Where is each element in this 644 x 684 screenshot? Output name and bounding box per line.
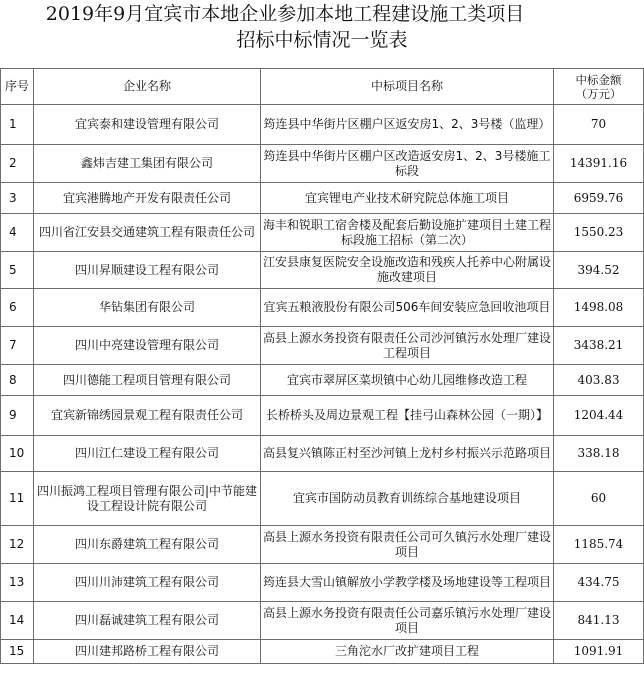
cell-company: 四川德能工程项目管理有限公司 [34, 365, 261, 396]
cell-seq: 12 [1, 526, 34, 564]
cell-project: 筠连县大雪山镇解放小学教学楼及场地建设等工程项目 [261, 564, 554, 602]
cell-project: 长桥桥头及周边景观工程【挂弓山森林公园（一期）】 [261, 396, 554, 436]
cell-seq: 1 [1, 105, 34, 145]
cell-project: 三角沱水厂改扩建项目工程 [261, 640, 554, 664]
header-company: 企业名称 [34, 69, 261, 105]
cell-project: 宜宾市国防动员教育训练综合基地建设项目 [261, 472, 554, 526]
table-row [1, 214, 644, 252]
header-seq: 序号 [1, 69, 34, 105]
cell-amount: 338.18 [554, 436, 644, 472]
page-title [0, 0, 644, 68]
cell-project: 高县复兴镇陈正村至沙河镇上龙村乡村振兴示范路项目 [261, 436, 554, 472]
cell-company: 四川中亮建设管理有限公司 [34, 327, 261, 365]
cell-amount: 14391.16 [554, 145, 644, 183]
cell-company: 宜宾新锦绣园景观工程有限责任公司 [34, 396, 261, 436]
cell-company: 四川省江安县交通建筑工程有限责任公司 [34, 214, 261, 252]
cell-seq: 11 [1, 472, 34, 526]
table-row [1, 145, 644, 183]
title-line-1: 2019年9月宜宾市本地企业参加本地工程建设施工类项目 [45, 3, 525, 25]
cell-amount: 1498.08 [554, 289, 644, 327]
cell-project: 海丰和锐职工宿舍楼及配套后勤设施扩建项目土建工程 标段施工招标（第二次） [261, 214, 554, 252]
cell-amount: 841.13 [554, 602, 644, 640]
cell-seq: 3 [1, 183, 34, 214]
header-amount-line1: 中标金额 [575, 72, 622, 87]
table-row [1, 602, 644, 640]
table-row [1, 396, 644, 436]
cell-project: 高县上源水务投资有限责任公司嘉乐镇污水处理厂建设项目 [261, 602, 554, 640]
table-row [1, 252, 644, 289]
table-row [1, 436, 644, 472]
cell-project: 高县上源水务投资有限责任公司可久镇污水处理厂建设项目 [261, 526, 554, 564]
header-project: 中标项目名称 [261, 69, 554, 105]
cell-amount: 1550.23 [554, 214, 644, 252]
table-row [1, 640, 644, 664]
table-row [1, 183, 644, 214]
cell-seq: 8 [1, 365, 34, 396]
cell-seq: 13 [1, 564, 34, 602]
cell-company: 四川川沛建筑工程有限公司 [34, 564, 261, 602]
cell-amount: 3438.21 [554, 327, 644, 365]
cell-seq: 6 [1, 289, 34, 327]
cell-seq: 5 [1, 252, 34, 289]
cell-project: 筠连县中华街片区棚户区改造返安房1、2、3号楼施工标段 [261, 145, 554, 183]
table-row [1, 105, 644, 145]
cell-amount: 6959.76 [554, 183, 644, 214]
table-row [1, 327, 644, 365]
cell-amount: 1185.74 [554, 526, 644, 564]
title-line-2: 招标中标情况一览表 [236, 29, 408, 51]
cell-amount: 394.52 [554, 252, 644, 289]
cell-seq: 10 [1, 436, 34, 472]
cell-project: 宜宾锂电产业技术研究院总体施工项目 [261, 183, 554, 214]
cell-seq: 2 [1, 145, 34, 183]
cell-company: 鑫炜吉建工集团有限公司 [34, 145, 261, 183]
table-row [1, 564, 644, 602]
cell-amount: 403.83 [554, 365, 644, 396]
cell-amount: 1204.44 [554, 396, 644, 436]
cell-company: 四川建邦路桥工程有限公司 [34, 640, 261, 664]
cell-seq: 7 [1, 327, 34, 365]
cell-project: 宜宾市翠屏区菜坝镇中心幼儿园维修改造工程 [261, 365, 554, 396]
cell-seq: 14 [1, 602, 34, 640]
cell-seq: 9 [1, 396, 34, 436]
cell-company: 四川东爵建筑工程有限公司 [34, 526, 261, 564]
cell-company: 宜宾泰和建设管理有限公司 [34, 105, 261, 145]
table-row [1, 526, 644, 564]
header-amount [554, 69, 644, 105]
cell-amount: 1091.91 [554, 640, 644, 664]
table-header-row [1, 69, 644, 105]
cell-company: 华钻集团有限公司 [34, 289, 261, 327]
cell-seq: 15 [1, 640, 34, 664]
cell-amount: 70 [554, 105, 644, 145]
table-row [1, 472, 644, 526]
cell-company: 宜宾港腾地产开发有限责任公司 [34, 183, 261, 214]
cell-seq: 4 [1, 214, 34, 252]
award-table [0, 68, 644, 664]
cell-company: 四川昇顺建设工程有限公司 [34, 252, 261, 289]
cell-company: 四川江仁建设工程有限公司 [34, 436, 261, 472]
cell-project: 筠连县中华街片区棚户区返安房1、2、3号楼（监理） [261, 105, 554, 145]
cell-project: 江安县康复医院安全设施改造和残疾人托养中心附属设施改建项目 [261, 252, 554, 289]
cell-company: 四川磊诚建筑工程有限公司 [34, 602, 261, 640]
cell-project: 宜宾五粮液股份有限公司506车间安装应急回收池项目 [261, 289, 554, 327]
cell-amount: 434.75 [554, 564, 644, 602]
table-row [1, 289, 644, 327]
cell-company: 四川振鸿工程项目管理有限公司|中节能建设工程设计院有限公司 [34, 472, 261, 526]
cell-project: 高县上源水务投资有限责任公司沙河镇污水处理厂建设工程项目 [261, 327, 554, 365]
cell-amount: 60 [554, 472, 644, 526]
header-amount-line2: （万元） [575, 86, 622, 101]
table-row [1, 365, 644, 396]
